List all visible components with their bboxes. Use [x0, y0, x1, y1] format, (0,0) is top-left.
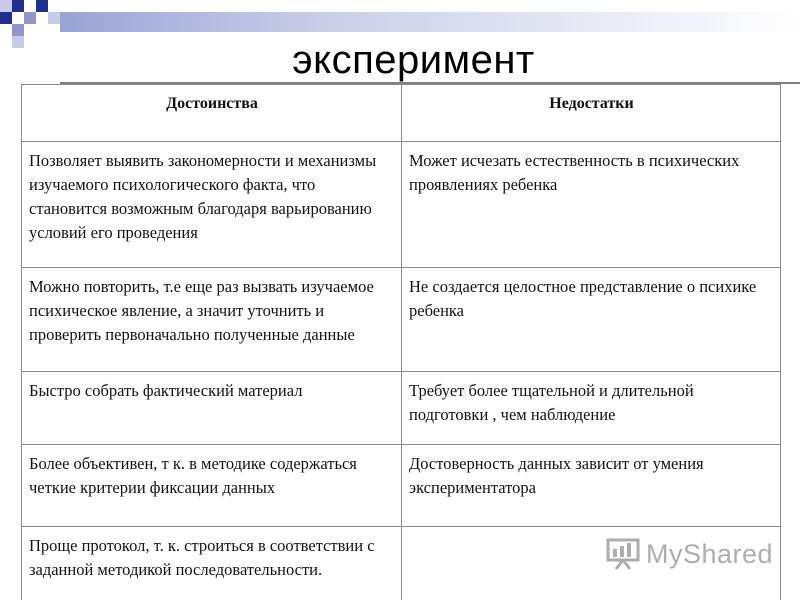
comparison-table: [21, 84, 781, 600]
table-row: [22, 142, 781, 268]
watermark-logo: [606, 534, 776, 574]
disadvantage-cell: Требует более тщательной и длительной подготовки , чем наблюдение: [402, 372, 781, 445]
table-row: [22, 372, 781, 445]
column-header-disadvantages: Недостатки: [402, 85, 781, 142]
watermark-text: MyShared: [646, 538, 774, 569]
disadvantage-cell: Не создается целостное представление о психике ребенка: [402, 268, 781, 372]
disadvantage-cell: Достоверность данных зависит от умения экспериментатора: [402, 445, 781, 527]
table-header-row: [22, 85, 781, 142]
advantage-cell: Быстро собрать фактический материал: [22, 372, 402, 445]
advantage-cell: Можно повторить, т.е еще раз вызвать изучаемое психическое явление, а значит уточнить и проверить первоначально полученные данные: [22, 268, 402, 372]
table-row: [22, 268, 781, 372]
column-header-advantages: Достоинства: [22, 85, 402, 142]
advantage-cell: Более объективен, т к. в методике содержаться четкие критерии фиксации данных: [22, 445, 402, 527]
advantage-cell: Позволяет выявить закономерности и механизмы изучаемого психологического факта, что становится возможным благодаря варьированию условий его проведения: [22, 142, 402, 268]
table-row: [22, 445, 781, 527]
disadvantage-cell: Может исчезать естественность в психических проявлениях ребенка: [402, 142, 781, 268]
slide-title: эксперимент: [292, 38, 535, 82]
presentation-board-icon: [606, 537, 640, 571]
advantage-cell: Проще протокол, т. к. строиться в соответствии с заданной методикой последовательности.: [22, 527, 402, 600]
